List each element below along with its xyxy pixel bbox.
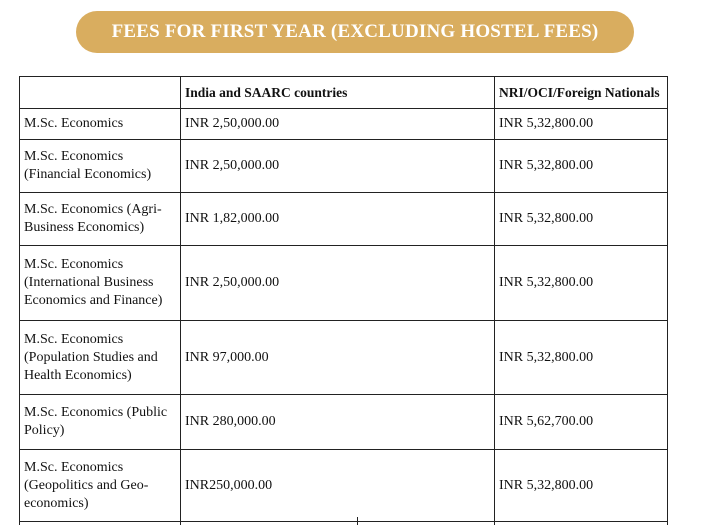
table-row bbox=[20, 395, 668, 450]
nri-fee: INR 5,32,800.00 bbox=[495, 450, 668, 522]
india-fee: INR 2,50,000.00 bbox=[181, 109, 495, 140]
table-row bbox=[20, 109, 668, 140]
course-name: M.Sc. Economics (Geopolitics and Geo-economics) bbox=[20, 450, 181, 522]
partial-column-divider bbox=[357, 517, 358, 525]
nri-fee: INR 5,32,800.00 bbox=[495, 321, 668, 395]
india-fee: INR 2,50,000.00 bbox=[181, 140, 495, 193]
table-row bbox=[20, 140, 668, 193]
table-header-row bbox=[20, 77, 668, 109]
course-name: M.Sc. Economics bbox=[20, 109, 181, 140]
india-fee: INR 2,50,000.00 bbox=[181, 246, 495, 321]
nri-fee: INR 5,32,800.00 bbox=[495, 193, 668, 246]
nri-fee: INR 5,32,800.00 bbox=[495, 246, 668, 321]
partial-cell bbox=[181, 522, 495, 525]
table-row bbox=[20, 321, 668, 395]
india-fee: INR 280,000.00 bbox=[181, 395, 495, 450]
table-row bbox=[20, 193, 668, 246]
nri-fee: INR 5,32,800.00 bbox=[495, 140, 668, 193]
course-name: M.Sc. Economics (Agri-Business Economics) bbox=[20, 193, 181, 246]
fees-table bbox=[19, 76, 668, 525]
partial-cell bbox=[20, 522, 181, 525]
header-course bbox=[20, 77, 181, 109]
table-row-partial bbox=[20, 522, 668, 525]
header-india-saarc: India and SAARC countries bbox=[181, 77, 495, 109]
course-name: M.Sc. Economics (Public Policy) bbox=[20, 395, 181, 450]
fees-banner: FEES FOR FIRST YEAR (EXCLUDING HOSTEL FEES) bbox=[76, 11, 634, 53]
table-row bbox=[20, 246, 668, 321]
course-name: M.Sc. Economics (International Business Economics and Finance) bbox=[20, 246, 181, 321]
partial-cell bbox=[495, 522, 668, 525]
india-fee: INR 97,000.00 bbox=[181, 321, 495, 395]
table-row bbox=[20, 450, 668, 522]
nri-fee: INR 5,32,800.00 bbox=[495, 109, 668, 140]
nri-fee: INR 5,62,700.00 bbox=[495, 395, 668, 450]
india-fee: INR 1,82,000.00 bbox=[181, 193, 495, 246]
india-fee: INR250,000.00 bbox=[181, 450, 495, 522]
course-name: M.Sc. Economics (Financial Economics) bbox=[20, 140, 181, 193]
header-nri-foreign: NRI/OCI/Foreign Nationals bbox=[495, 77, 668, 109]
course-name: M.Sc. Economics (Population Studies and Health Economics) bbox=[20, 321, 181, 395]
